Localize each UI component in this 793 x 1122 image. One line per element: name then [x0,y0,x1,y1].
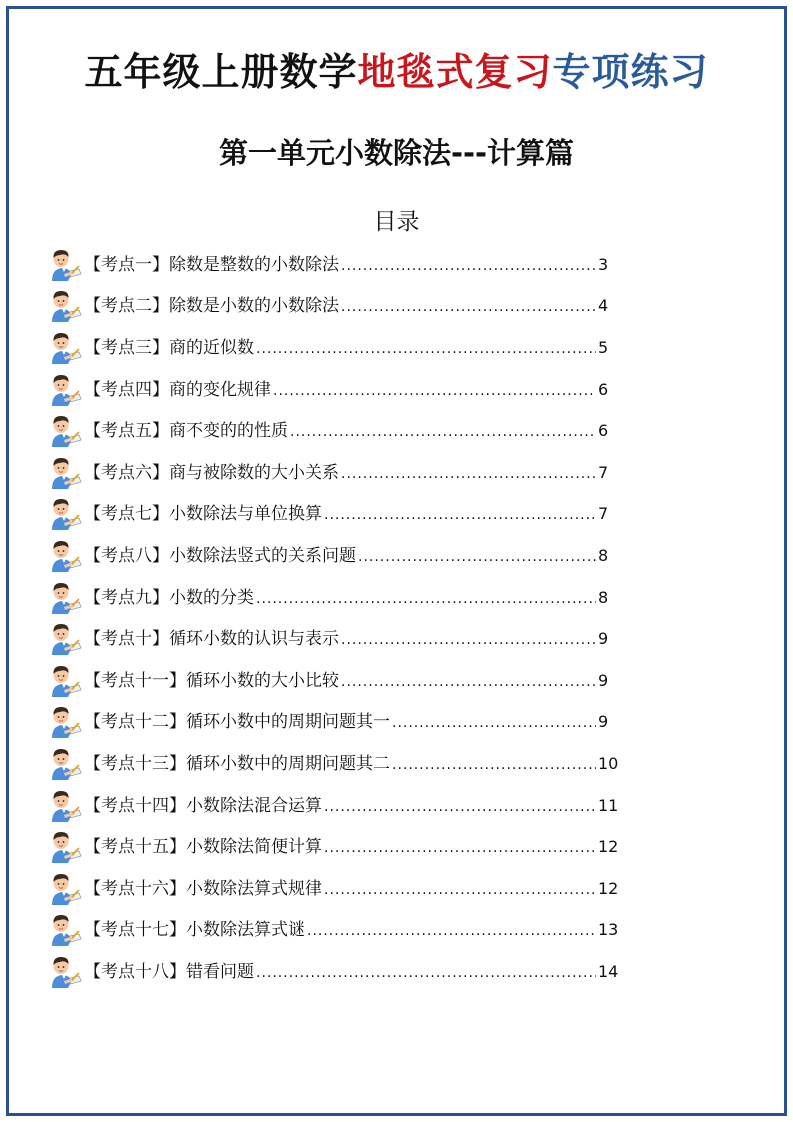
toc-item-label: 【考点十八】错看问题 [84,961,254,982]
dot-leader [307,920,596,942]
toc-item-label: 【考点十二】循环小数中的周期问题其一 [84,712,390,733]
student-writing-icon [48,330,82,366]
toc-item[interactable] [48,826,619,868]
toc-item[interactable] [48,910,619,952]
dot-leader [341,629,596,651]
toc-item-label: 【考点九】小数的分类 [84,587,254,608]
dot-leader [273,380,596,402]
student-writing-icon [48,954,82,990]
student-writing-icon [48,912,82,948]
student-writing-icon [48,538,82,574]
title-part-practice: 专项练习 [552,50,709,94]
dot-leader [256,338,596,360]
dot-leader [341,671,596,693]
toc-item-page-number: 9 [598,629,609,649]
toc-item[interactable] [48,951,619,993]
student-writing-icon [48,288,82,324]
student-writing-icon [48,455,82,491]
dot-leader [324,879,596,901]
title-part-grade: 五年级上册数学 [84,50,358,94]
dot-leader [341,255,596,277]
dot-leader [256,588,596,610]
toc-item-label: 【考点十四】小数除法混合运算 [84,795,322,816]
toc-item[interactable] [48,410,608,452]
student-writing-icon [48,829,82,865]
toc-item-page-number: 9 [598,670,609,690]
toc-item-page-number: 10 [598,753,619,773]
toc-item-page-number: 7 [598,462,609,482]
toc-item-page-number: 11 [598,795,619,815]
toc-item-label: 【考点十六】小数除法算式规律 [84,878,322,899]
dot-leader [358,546,596,568]
table-of-contents [48,244,619,993]
toc-item[interactable] [48,702,608,744]
toc-item[interactable] [48,369,608,411]
dot-leader [392,754,596,776]
toc-item-page-number: 12 [598,878,619,898]
toc-item-page-number: 7 [598,504,609,524]
toc-item[interactable] [48,244,608,286]
dot-leader [256,962,596,984]
toc-item-label: 【考点五】商不变的的性质 [84,421,288,442]
title-part-highlight: 地毯式复习 [357,50,553,94]
student-writing-icon [48,580,82,616]
toc-item[interactable] [48,327,608,369]
student-writing-icon [48,704,82,740]
toc-heading: 目录 [373,209,420,235]
toc-item-page-number: 14 [598,961,619,981]
toc-item-label: 【考点七】小数除法与单位换算 [84,504,322,525]
page-subtitle: 第一单元小数除法---计算篇 [218,136,575,170]
student-writing-icon [48,247,82,283]
toc-item-page-number: 6 [598,421,609,441]
toc-item[interactable] [48,494,608,536]
student-writing-icon [48,871,82,907]
student-writing-icon [48,788,82,824]
toc-item-label: 【考点三】商的近似数 [84,337,254,358]
toc-item-page-number: 9 [598,712,609,732]
page-title [0,48,793,96]
toc-item-label: 【考点十五】小数除法简便计算 [84,837,322,858]
student-writing-icon [48,372,82,408]
toc-item-page-number: 13 [598,920,619,940]
toc-item[interactable] [48,660,608,702]
toc-item-page-number: 8 [598,587,609,607]
toc-item[interactable] [48,577,608,619]
toc-item-page-number: 6 [598,379,609,399]
toc-item[interactable] [48,286,608,328]
toc-item-label: 【考点十】循环小数的认识与表示 [84,629,339,650]
student-writing-icon [48,413,82,449]
toc-item-label: 【考点十一】循环小数的大小比较 [84,670,339,691]
toc-item-label: 【考点二】除数是小数的小数除法 [84,296,339,317]
toc-item-label: 【考点十三】循环小数中的周期问题其二 [84,753,390,774]
dot-leader [341,296,596,318]
toc-item-page-number: 8 [598,545,609,565]
toc-item[interactable] [48,743,619,785]
toc-item-page-number: 12 [598,837,619,857]
student-writing-icon [48,663,82,699]
toc-item[interactable] [48,868,619,910]
toc-item[interactable] [48,452,608,494]
dot-leader [324,796,596,818]
toc-item-page-number: 3 [598,254,609,274]
toc-item-page-number: 4 [598,296,609,316]
dot-leader [324,504,596,526]
toc-item-label: 【考点八】小数除法竖式的关系问题 [84,545,356,566]
dot-leader [392,712,596,734]
student-writing-icon [48,621,82,657]
dot-leader [290,421,596,443]
toc-item[interactable] [48,785,619,827]
student-writing-icon [48,496,82,532]
toc-item-label: 【考点十七】小数除法算式谜 [84,920,305,941]
toc-item-page-number: 5 [598,337,609,357]
toc-item-label: 【考点六】商与被除数的大小关系 [84,462,339,483]
student-writing-icon [48,746,82,782]
toc-item[interactable] [48,535,608,577]
toc-item[interactable] [48,618,608,660]
toc-item-label: 【考点一】除数是整数的小数除法 [84,254,339,275]
dot-leader [324,837,596,859]
toc-item-label: 【考点四】商的变化规律 [84,379,271,400]
dot-leader [341,463,596,485]
